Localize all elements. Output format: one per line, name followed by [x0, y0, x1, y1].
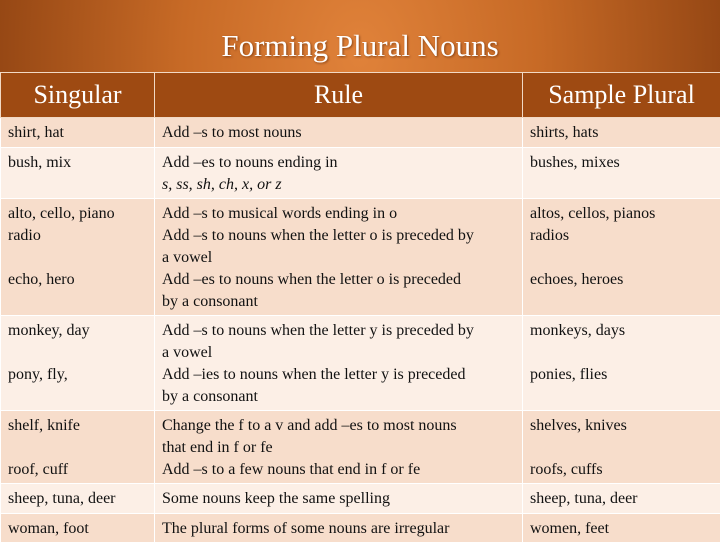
rule-text: by a consonant [162, 386, 516, 408]
slide-title: Forming Plural Nouns [0, 26, 720, 66]
plural-cell [523, 514, 720, 543]
rule-text: Add –es to nouns when the letter o is preceded [162, 269, 516, 291]
plural-cell [523, 484, 720, 514]
rule-cell [155, 514, 523, 543]
rule-text: that end in f or fe [162, 437, 516, 459]
header-singular: Singular [1, 73, 155, 118]
singular-text: echo, hero [8, 269, 148, 291]
rule-text: Add –s to nouns when the letter o is preceded by [162, 225, 516, 247]
singular-text: roof, cuff [8, 459, 148, 481]
plural-cell [523, 148, 720, 199]
rule-cell [155, 148, 523, 199]
rule-text: Add –s to most nouns [162, 122, 516, 144]
plural-cell [523, 199, 720, 316]
rule-text: Add –s to a few nouns that end in f or fe [162, 459, 516, 481]
rule-text: Add –s to musical words ending in o [162, 203, 516, 225]
rule-cell [155, 316, 523, 411]
plural-text: sheep, tuna, deer [530, 488, 714, 510]
rule-cell [155, 199, 523, 316]
table-row [1, 514, 720, 543]
rule-text: Add –es to nouns ending in [162, 152, 516, 174]
singular-cell [1, 118, 155, 148]
table-header-row [1, 73, 720, 118]
plural-text: bushes, mixes [530, 152, 714, 174]
plural-text: ponies, flies [530, 364, 714, 386]
plural-text: shirts, hats [530, 122, 714, 144]
singular-text: woman, foot [8, 518, 148, 540]
rule-text: a vowel [162, 342, 516, 364]
rule-text: The plural forms of some nouns are irregular [162, 518, 516, 540]
table-row [1, 199, 720, 316]
plural-cell [523, 411, 720, 484]
singular-text: shirt, hat [8, 122, 148, 144]
table-row [1, 484, 720, 514]
singular-cell [1, 411, 155, 484]
rule-text: Change the f to a v and add –es to most nouns [162, 415, 516, 437]
plural-text: altos, cellos, pianos [530, 203, 714, 225]
plural-cell [523, 118, 720, 148]
singular-cell [1, 514, 155, 543]
singular-cell [1, 199, 155, 316]
singular-text: pony, fly, [8, 364, 148, 386]
rule-cell [155, 411, 523, 484]
singular-text: sheep, tuna, deer [8, 488, 148, 510]
plural-text: echoes, heroes [530, 269, 714, 291]
rule-text: s, ss, sh, ch, x, or z [162, 174, 516, 196]
rule-text: Add –ies to nouns when the letter y is preceded [162, 364, 516, 386]
rule-text: by a consonant [162, 291, 516, 313]
plural-text: monkeys, days [530, 320, 714, 342]
plural-text: radios [530, 225, 714, 247]
singular-text: radio [8, 225, 148, 247]
rule-cell [155, 484, 523, 514]
plural-cell [523, 316, 720, 411]
singular-text: shelf, knife [8, 415, 148, 437]
singular-text: monkey, day [8, 320, 148, 342]
plural-rules-table [0, 72, 720, 543]
plural-text: roofs, cuffs [530, 459, 714, 481]
rule-text: Some nouns keep the same spelling [162, 488, 516, 510]
singular-cell [1, 484, 155, 514]
table-row [1, 118, 720, 148]
table-row [1, 148, 720, 199]
singular-text: bush, mix [8, 152, 148, 174]
rule-cell [155, 118, 523, 148]
singular-text: alto, cello, piano [8, 203, 148, 225]
table-row [1, 411, 720, 484]
singular-cell [1, 148, 155, 199]
header-rule: Rule [155, 73, 523, 118]
plural-text: women, feet [530, 518, 714, 540]
rule-text: a vowel [162, 247, 516, 269]
singular-cell [1, 316, 155, 411]
header-sample-plural: Sample Plural [523, 73, 720, 118]
table-row [1, 316, 720, 411]
rule-text: Add –s to nouns when the letter y is preceded by [162, 320, 516, 342]
plural-text: shelves, knives [530, 415, 714, 437]
